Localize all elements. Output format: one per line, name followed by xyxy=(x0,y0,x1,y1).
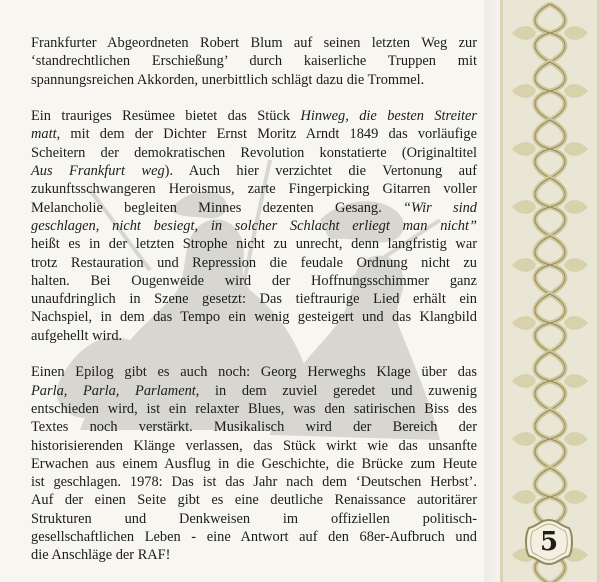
text-run: Strukturen und Denkweisen im offiziellen politisch- xyxy=(31,510,477,527)
text-line xyxy=(31,162,477,180)
text-run: Erwachen aus einem Ausflug in die Geschichte, die Brücke zum Heute xyxy=(31,455,477,472)
text-line xyxy=(31,290,477,308)
ornament-pattern xyxy=(500,0,600,582)
text-line xyxy=(31,144,477,162)
decorative-side-band xyxy=(500,0,600,582)
paragraph xyxy=(31,107,477,345)
text-line xyxy=(31,308,477,326)
text-line xyxy=(31,71,477,89)
text-line xyxy=(31,437,477,455)
text-run: Melancholie begleiten Minnes dezenten Gesang. xyxy=(31,199,403,216)
text-line xyxy=(31,327,477,345)
text-line xyxy=(31,528,477,546)
text-line xyxy=(31,382,477,400)
text-run: , mit dem der Dichter Ernst Moritz Arndt 1849 das vorläufige xyxy=(56,126,477,143)
text-line xyxy=(31,546,477,564)
italic-text: Hinweg, die besten Streiter xyxy=(300,108,477,125)
text-line xyxy=(31,473,477,491)
text-run: halten. Bei Ougenweide wird der Hoffnungsschimmer ganz xyxy=(31,272,477,289)
text-run: Scheitern der demokratischen Revolution konstatierte (Originaltitel xyxy=(31,144,477,161)
paragraph-gap xyxy=(31,89,477,107)
italic-text: Parla, Parla, Parlament xyxy=(31,382,196,399)
text-line xyxy=(31,217,477,235)
text-run: Textes noch verstärkt. Musikalisch wird der Bereich der xyxy=(31,419,477,436)
page-number: 5 xyxy=(539,527,559,557)
italic-text: geschlagen, nicht besiegt, in solcher Schlacht erliegt man nicht” xyxy=(31,217,477,234)
italic-text: Aus Frankfurt weg xyxy=(31,163,165,180)
text-run: Einen Epilog gibt es auch noch: Georg Herweghs Klage über das xyxy=(31,364,477,381)
text-line xyxy=(31,272,477,290)
text-run: unaufdringlich in Szene gesetzt: Das tieftraurige Lied erhält ein xyxy=(31,291,477,308)
text-run: gesellschaftlichen Leben - eine Antwort auf den 68er-Aufbruch und xyxy=(31,529,477,546)
italic-text: “Wir sind xyxy=(402,199,477,216)
text-line xyxy=(31,107,477,125)
text-line xyxy=(31,254,477,272)
text-line xyxy=(31,363,477,381)
paragraph-gap xyxy=(31,345,477,363)
page-number-badge xyxy=(523,518,575,566)
text-line xyxy=(31,34,477,52)
text-run: trotz Restauration und Repression die feudale Ordnung nicht zu xyxy=(31,254,477,271)
paragraph xyxy=(31,363,477,564)
text-run: historisierenden Klänge verlassen, das Stück wirkt wie das unsanfte xyxy=(31,437,477,454)
text-line xyxy=(31,235,477,253)
text-run: ). Auch hier verzichtet die Vertonung auf xyxy=(164,163,477,180)
text-run: zukunftsschwangeren Heroismus, zarte Fingerpicking Gitarren voller xyxy=(31,181,477,198)
text-run: die Anschläge der RAF! xyxy=(31,547,171,564)
text-run: Ein trauriges Resümee bietet das Stück xyxy=(31,108,301,125)
body-text xyxy=(31,34,477,565)
text-line xyxy=(31,180,477,198)
text-run: , in dem zuviel geredet und zuwenig xyxy=(195,382,477,399)
text-run: ‘standrechtlichen Erschießung’ durch kaiserliche Truppen mit xyxy=(31,53,477,70)
text-run: Frankfurter Abgeordneten Robert Blum auf seinen letzten Weg zur xyxy=(31,35,477,51)
text-line xyxy=(31,418,477,436)
text-run: entschieden wird, ist ein relaxter Blues, was den satirischen Biss des xyxy=(31,400,477,417)
text-line xyxy=(31,400,477,418)
text-run: ist geschlagen. 1978: Das ist das Jahr nach dem ‘Deutschen Herbst’. xyxy=(31,474,477,491)
text-line xyxy=(31,510,477,528)
text-line xyxy=(31,125,477,143)
text-line xyxy=(31,491,477,509)
text-line xyxy=(31,199,477,217)
page-edge xyxy=(484,0,500,582)
text-run: spannungsreichen Akkorden, unerbittlich schlägt dazu die Trommel. xyxy=(31,71,425,88)
italic-text: matt xyxy=(31,126,57,143)
text-line xyxy=(31,455,477,473)
text-run: aufgehellt wird. xyxy=(31,327,123,344)
text-run: Nachspiel, in dem das Tempo ein wenig gesteigert und das Klangbild xyxy=(31,309,477,326)
text-run: Auf der einen Seite gibt es eine deutliche Renaissance autoritärer xyxy=(31,492,477,509)
text-line xyxy=(31,52,477,70)
paragraph xyxy=(31,34,477,89)
text-run: heißt es in der letzten Strophe nicht zu unrecht, denn langfristig war xyxy=(31,236,477,253)
